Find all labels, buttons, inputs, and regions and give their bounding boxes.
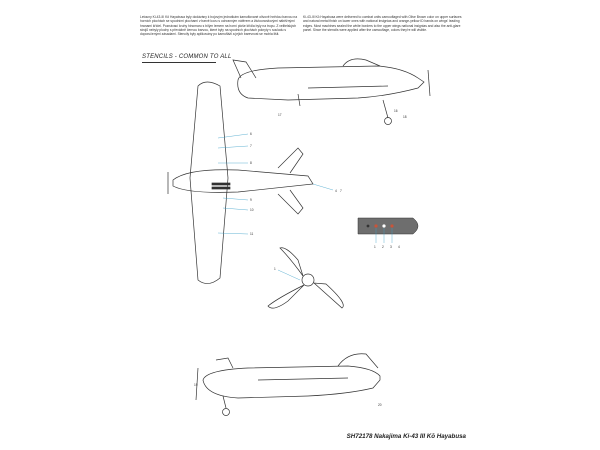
callout-panel-4: 4: [398, 245, 400, 249]
callout-plan-6: 6: [250, 132, 252, 136]
callout-panel-1: 1: [374, 245, 376, 249]
callout-labels: [128, 8, 470, 442]
callout-plan-7: 7: [250, 144, 252, 148]
callout-plan-9: 9: [250, 198, 252, 202]
section-title: STENCILS - COMMON TO ALL: [142, 54, 232, 60]
callout-18: 18: [403, 115, 407, 119]
callout-tail-4: 4: [335, 189, 337, 193]
callout-20: 20: [378, 403, 382, 407]
callout-panel-3: 3: [390, 245, 392, 249]
callout-plan-10: 10: [250, 208, 254, 212]
callout-17: 17: [278, 113, 282, 117]
product-title: SH72178 Nakajima Ki-43 III Kō Hayabusa: [346, 433, 466, 440]
callout-tail-7: 7: [340, 189, 342, 193]
callout-plan-8: 8: [250, 161, 252, 165]
callout-plan-11: 11: [250, 232, 254, 236]
callout-19: 19: [194, 383, 198, 387]
callout-prop-1: 1: [274, 267, 276, 271]
callout-panel-2: 2: [382, 245, 384, 249]
instruction-sheet: [128, 8, 470, 442]
czech-description: Letouny Ki-43-III Kō Hayabusa byly dodávány k bojovým jednotkám kamuflované olivově hnědou barvou na horních plochách se spodními plochami v barvě kovu s ochranným nátěrem a žlutooranžovými náběžnými hranami křídel. Poznávací kruhy hinomaru s bílým lemem na horní ploše křídla byly na trupu. Z velitelských strojů nebyly plochy s převážně černou barvou, které byly na spodních plochách pokryty v souladu s doporučenými zásadami. Stencily byly aplikovány po kamufláži a jejich barevnost se mohla lišit.: [140, 15, 298, 37]
english-description: Ki-43-III Kō Hayabusa were delivered to combat units camouflaged with Olive Brown color on upper surfaces and natural metal finish on lower ones with national insignias and orange-yellow ID bands on wings' leading edges. Most machines sealed the white borders to the upper wings national insignias and also the anti-glare panel. Since the stencils were applied after the camouflage, colors they're will visible.: [303, 15, 462, 32]
callout-16: 16: [394, 109, 398, 113]
